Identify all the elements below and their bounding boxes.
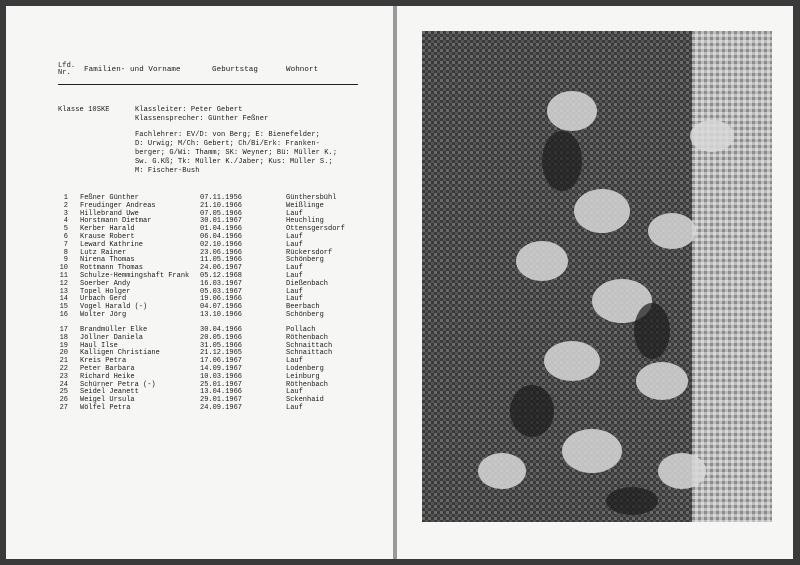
student-nr: 27 (59, 404, 68, 412)
student-nr: 26 (59, 396, 68, 405)
student-birthdate: 30.04.1966 (200, 326, 243, 334)
student-birthdate: 23.06.1966 (200, 248, 243, 257)
student-birthdate: 20.05.1966 (200, 333, 243, 342)
student-birthdate: 16.03.1967 (200, 279, 243, 288)
student-name: Kreis Petra (80, 357, 127, 366)
student-name: Wölfel Petra (80, 404, 131, 412)
student-residence: Lodenberg (286, 365, 324, 373)
class-speaker: Klassensprecher: Günther Feßner (135, 115, 269, 123)
student-name: Peter Barbara (80, 365, 135, 373)
student-residence: Rückersdorf (286, 248, 333, 257)
class-photo (422, 31, 772, 522)
student-nr: 19 (59, 341, 68, 350)
student-nr: 22 (59, 365, 68, 373)
class-photo-image (422, 31, 772, 522)
student-name: Hillebrand Uwe (80, 209, 139, 218)
student-nr: 21 (59, 357, 68, 366)
student-residence: Schönberg (286, 311, 324, 319)
student-residence: Beerbach (286, 303, 320, 312)
student-residence: Lauf (286, 240, 303, 249)
student-nr: 6 (63, 233, 68, 241)
student-birthdate: 30.01.1967 (200, 217, 243, 226)
subject-teachers-2: D: Urwig; M/Ch: Gebert; Ch/Bi/Erk: Franken- (135, 140, 320, 148)
header-rule (58, 84, 358, 85)
student-residence: Pollach (286, 326, 316, 334)
student-birthdate: 10.03.1966 (200, 372, 243, 381)
student-nr: 9 (63, 256, 68, 265)
student-residence: Schönberg (286, 256, 324, 265)
student-residence: Röthenbach (286, 380, 329, 389)
student-name: Krause Robert (80, 233, 135, 241)
student-name: Leward Kathrine (80, 240, 144, 249)
student-birthdate: 25.01.1967 (200, 380, 243, 389)
student-birthdate: 14.09.1967 (200, 365, 243, 373)
student-residence: Lauf (286, 357, 303, 366)
student-residence: Lauf (286, 404, 303, 412)
student-nr: 23 (59, 372, 68, 381)
student-nr: 12 (59, 279, 68, 288)
student-name: Brandmüller Elke (80, 326, 148, 334)
student-residence: Lauf (286, 287, 303, 296)
student-nr: 10 (59, 264, 68, 273)
class-teacher: Klassleiter: Peter Gebert (135, 106, 243, 114)
student-name: Haul Ilse (80, 341, 118, 350)
student-birthdate: 07.05.1966 (200, 209, 243, 218)
student-birthdate: 29.01.1967 (200, 396, 243, 405)
student-nr: 2 (63, 201, 68, 210)
student-name: Soerber Andy (80, 279, 131, 288)
student-name: Jöllner Daniela (80, 333, 144, 342)
student-residence: Schnaittach (286, 341, 333, 350)
student-birthdate: 04.07.1966 (200, 303, 243, 312)
student-residence: Günthersbühl (286, 194, 337, 202)
student-residence: Sckenhaid (286, 396, 324, 405)
student-name: Kalligen Christiane (80, 349, 160, 358)
student-birthdate: 31.05.1966 (200, 341, 243, 350)
student-name: Lutz Rainer (80, 248, 127, 257)
student-nr: 7 (63, 240, 68, 249)
student-residence: Dießenbach (286, 279, 329, 288)
student-birthdate: 06.04.1966 (200, 233, 243, 241)
student-nr: 16 (59, 311, 68, 319)
student-birthdate: 21.10.1966 (200, 201, 243, 210)
student-name: Wolter Jörg (80, 311, 127, 319)
subject-teachers-5: M: Fischer-Bush (135, 167, 200, 175)
student-birthdate: 01.04.1966 (200, 225, 243, 234)
student-nr: 15 (59, 303, 68, 312)
header-name: Familien- und Vorname (84, 66, 181, 74)
student-birthdate: 24.09.1967 (200, 404, 243, 412)
student-name: Richard Heike (80, 372, 135, 381)
header-nr: Lfd. Nr. (58, 62, 76, 77)
student-nr: 20 (59, 349, 68, 358)
student-nr: 13 (59, 287, 68, 296)
student-name: Weigel Ursula (80, 396, 135, 405)
student-residence: Röthenbach (286, 333, 329, 342)
subject-teachers-3: berger; G/Wi: Thamm; SK: Weyner; Bü: Müller K.; (135, 149, 338, 157)
student-name: Schürner Petra (-) (80, 380, 156, 389)
student-residence: Ottensgersdorf (286, 225, 345, 234)
student-name: Nirena Thomas (80, 256, 135, 265)
student-name: Urbach Gerd (80, 295, 127, 304)
student-residence: Lauf (286, 295, 303, 304)
student-residence: Lauf (286, 272, 303, 280)
student-birthdate: 05.03.1967 (200, 287, 243, 296)
student-name: Freudinger Andreas (80, 201, 156, 210)
student-birthdate: 24.06.1967 (200, 264, 243, 273)
student-nr: 1 (63, 194, 68, 202)
student-nr: 4 (63, 217, 68, 226)
student-name: Vogel Harald (-) (80, 303, 148, 312)
student-nr: 14 (59, 295, 68, 304)
subject-teachers-4: Sw. G.Kß; Tk: Müller K./Jaber; Kus: Müller S.; (135, 158, 333, 166)
student-birthdate: 05.12.1968 (200, 272, 243, 280)
student-nr: 17 (59, 326, 68, 334)
student-name: Schulze-Hemmingshaft Frank (80, 272, 190, 280)
student-name: Seidel Jeanett (80, 388, 139, 397)
student-residence: Heuchling (286, 217, 324, 226)
student-birthdate: 19.06.1966 (200, 295, 243, 304)
class-label: Klasse 10SKE (58, 106, 110, 114)
student-residence: Lauf (286, 209, 303, 218)
student-residence: Lauf (286, 233, 303, 241)
student-nr: 11 (59, 272, 68, 280)
student-birthdate: 13.10.1966 (200, 311, 243, 319)
student-birthdate: 11.05.1966 (200, 256, 243, 265)
student-residence: Leinburg (286, 372, 320, 381)
student-name: Rottmann Thomas (80, 264, 144, 273)
student-nr: 5 (63, 225, 68, 234)
student-residence: Weißlinge (286, 201, 324, 210)
student-birthdate: 07.11.1956 (200, 194, 243, 202)
student-nr: 24 (59, 380, 68, 389)
student-birthdate: 21.12.1965 (200, 349, 243, 358)
student-birthdate: 13.04.1966 (200, 388, 243, 397)
student-residence: Lauf (286, 388, 303, 397)
subject-teachers-1: Fachlehrer: EV/D: von Berg; E: Bienefelder; (135, 131, 320, 139)
header-place: Wohnort (286, 66, 319, 74)
header-date: Geburtstag (212, 66, 259, 74)
student-name: Horstmann Dietmar (80, 217, 152, 226)
student-birthdate: 17.06.1967 (200, 357, 243, 366)
student-residence: Lauf (286, 264, 303, 273)
student-name: Kerber Harald (80, 225, 135, 234)
student-name: Feßner Günther (80, 194, 139, 202)
student-nr: 8 (63, 248, 68, 257)
student-birthdate: 02.10.1966 (200, 240, 243, 249)
student-residence: Schnaittach (286, 349, 333, 358)
student-nr: 18 (59, 333, 68, 342)
student-name: Topel Holger (80, 287, 131, 296)
student-nr: 25 (59, 388, 68, 397)
student-nr: 3 (63, 209, 68, 218)
